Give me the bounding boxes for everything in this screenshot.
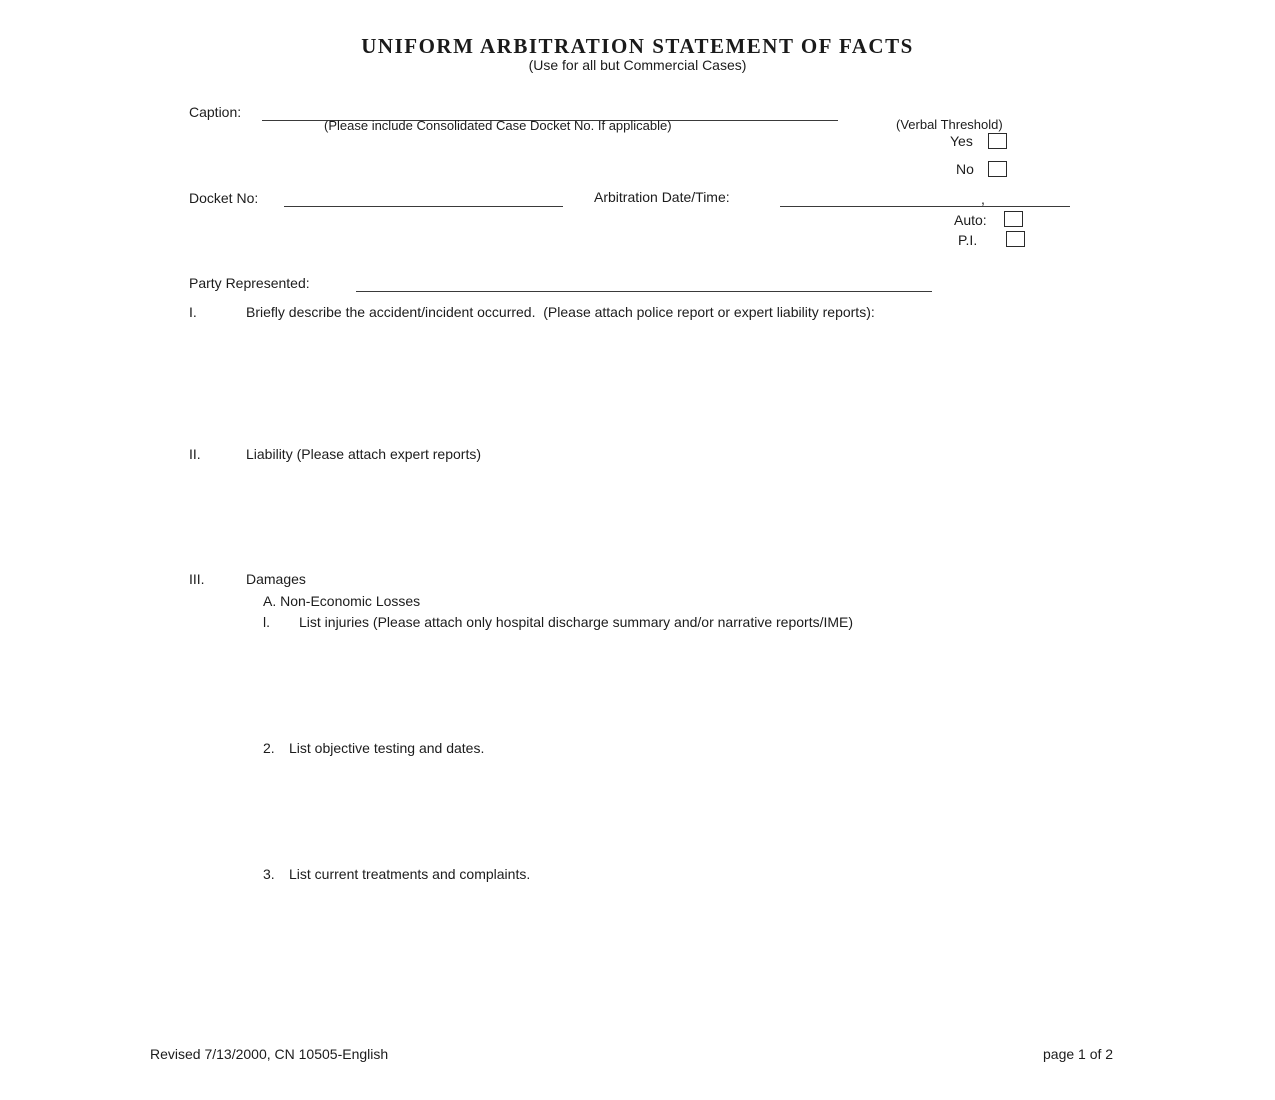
damages-item-2-num: 2. <box>263 740 275 756</box>
footer-page-number: page 1 of 2 <box>1043 1046 1114 1062</box>
auto-label: Auto: <box>954 212 987 228</box>
verbal-threshold-no-label: No <box>956 161 974 177</box>
damages-item-3-num: 3. <box>263 866 275 882</box>
section-2-text: Liability (Please attach expert reports) <box>246 446 481 462</box>
arbitration-datetime-input-line[interactable] <box>780 190 1070 207</box>
section-2-numeral: II. <box>189 446 201 462</box>
damages-item-1-text: List injuries (Please attach only hospital discharge summary and/or narrative reports/IME) <box>299 614 854 630</box>
party-represented-label: Party Represented: <box>189 275 310 291</box>
section-1-text: Briefly describe the accident/incident occurred. (Please attach police report or expert liability reports): <box>246 304 875 320</box>
pi-label: P.I. <box>958 232 978 248</box>
docket-no-label: Docket No: <box>189 190 259 206</box>
verbal-threshold-yes-label: Yes <box>950 133 973 149</box>
docket-no-input-line[interactable] <box>284 190 563 207</box>
damages-item-3-text: List current treatments and complaints. <box>289 866 531 882</box>
section-1-numeral: I. <box>189 304 197 320</box>
section-3-text: Damages <box>246 571 306 587</box>
form-subtitle: (Use for all but Commercial Cases) <box>528 57 747 73</box>
section-3-numeral: III. <box>189 571 205 587</box>
arbitration-datetime-comma: , <box>981 191 985 207</box>
damages-item-1-num: l. <box>263 614 270 630</box>
verbal-threshold-label: (Verbal Threshold) <box>896 117 1003 132</box>
damages-subsection-a: A. Non-Economic Losses <box>263 593 421 609</box>
verbal-threshold-no-checkbox[interactable] <box>988 161 1007 177</box>
caption-label: Caption: <box>189 104 242 120</box>
pi-checkbox[interactable] <box>1006 231 1025 247</box>
arbitration-datetime-label: Arbitration Date/Time: <box>594 189 730 205</box>
form-title: UNIFORM ARBITRATION STATEMENT OF FACTS <box>361 34 914 58</box>
footer-revision-note: Revised 7/13/2000, CN 10505-English <box>150 1046 389 1062</box>
verbal-threshold-yes-checkbox[interactable] <box>988 133 1007 149</box>
auto-checkbox[interactable] <box>1004 211 1023 227</box>
damages-item-2-text: List objective testing and dates. <box>289 740 485 756</box>
caption-hint: (Please include Consolidated Case Docket No. If applicable) <box>324 118 672 133</box>
party-represented-input-line[interactable] <box>356 275 932 292</box>
